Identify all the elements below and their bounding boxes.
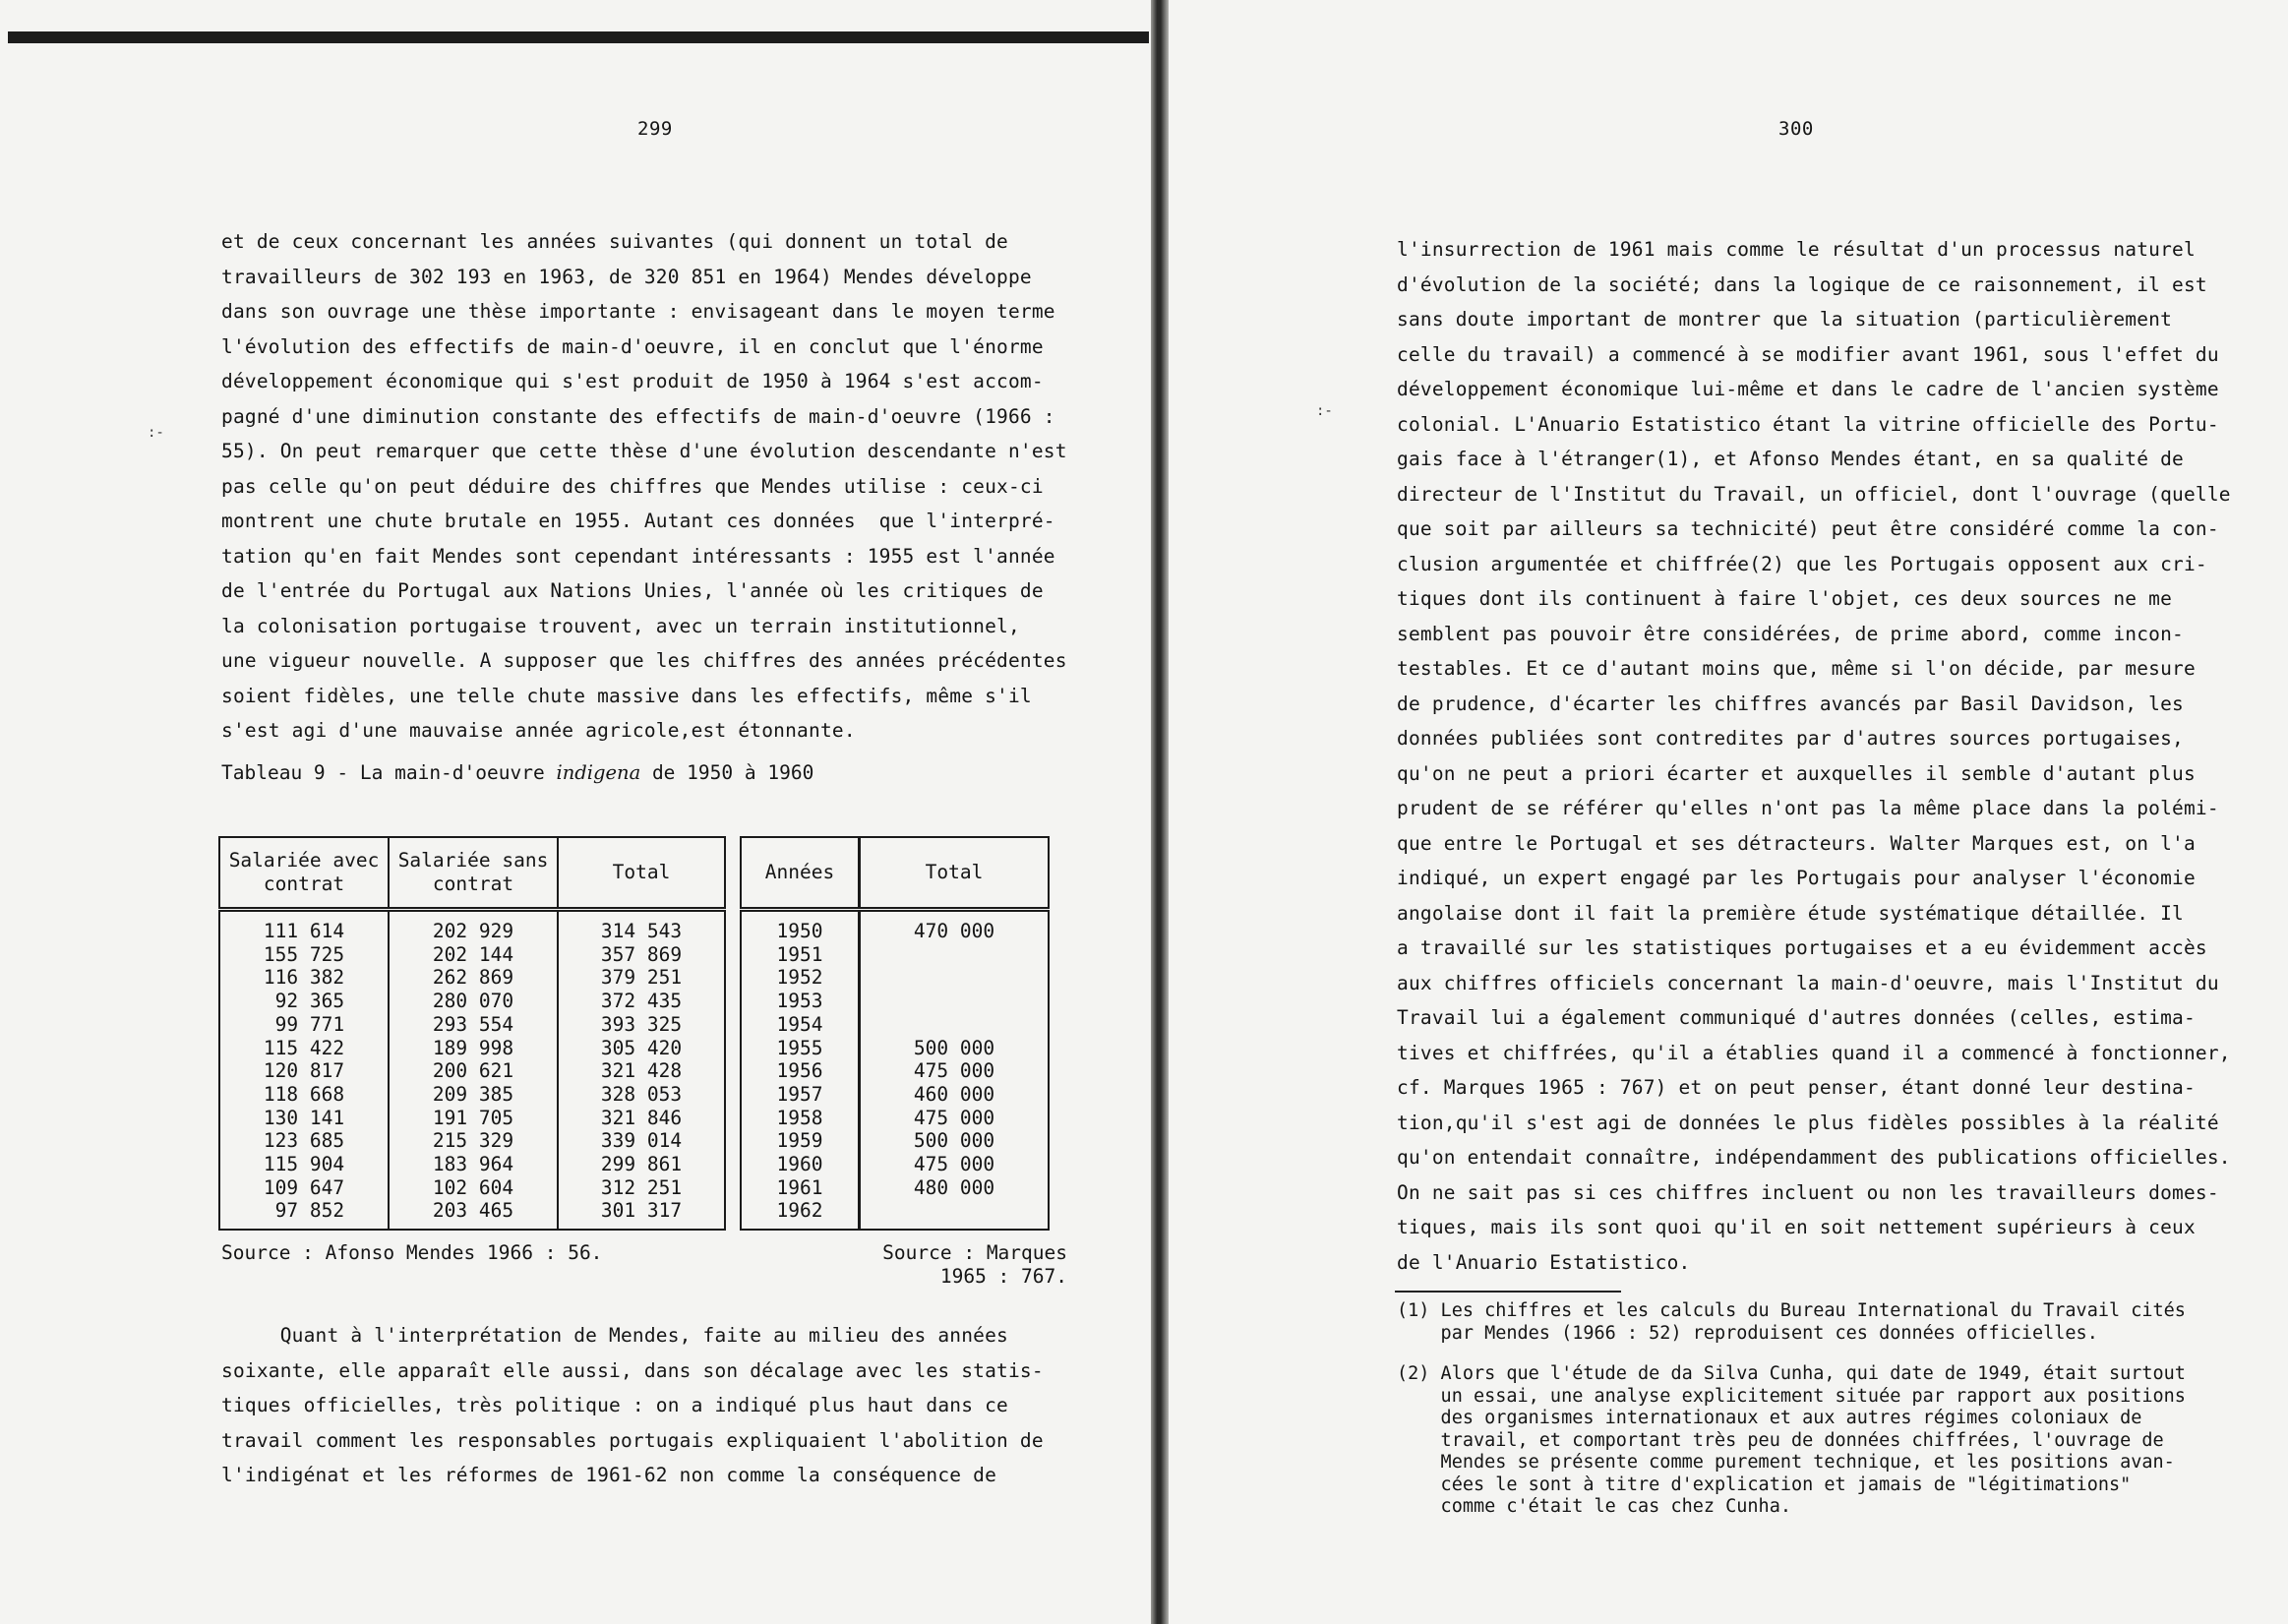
text-line: s'est agi d'une mauvaise année agricole,est étonnante. bbox=[221, 719, 856, 742]
table-cell: 328 053 bbox=[600, 1082, 683, 1106]
text-line: une vigueur nouvelle. A supposer que les chiffres des années précédentes bbox=[221, 649, 1067, 672]
text-line: un essai, une analyse explicitement située par rapport aux positions bbox=[1397, 1385, 2186, 1407]
footnote-1 bbox=[1397, 1300, 2186, 1345]
column-total-marques bbox=[860, 910, 1049, 1231]
table-cell: 500 000 bbox=[913, 1036, 995, 1059]
table-cell: 123 685 bbox=[263, 1129, 345, 1153]
table-cell: 470 000 bbox=[913, 920, 995, 942]
table-cell: 262 869 bbox=[432, 966, 514, 990]
table-cell: 1961 bbox=[776, 1175, 823, 1199]
footnote-2 bbox=[1397, 1363, 2186, 1519]
text-line: a travaillé sur les statistiques portugaises et a eu évidemment accès bbox=[1397, 936, 2207, 959]
text-line: (1) Les chiffres et les calculs du Bureau International du Travail cités bbox=[1397, 1300, 2186, 1321]
table-cell: 480 000 bbox=[913, 1175, 995, 1199]
text-line: l'évolution des effectifs de main-d'oeuvre, il en conclut que l'énorme bbox=[221, 334, 1044, 358]
text-line: par Mendes (1966 : 52) reproduisent ces données officielles. bbox=[1397, 1322, 2098, 1344]
page-number-right: 300 bbox=[1778, 118, 1814, 140]
table-cell: 312 251 bbox=[600, 1175, 683, 1199]
table-caption bbox=[221, 761, 813, 784]
text-line: que entre le Portugal et ses détracteurs. Walter Marques est, on l'a bbox=[1397, 831, 2196, 855]
text-line: colonial. L'Anuario Estatistico étant la vitrine officielle des Portu- bbox=[1397, 412, 2219, 436]
scan-top-bar bbox=[8, 31, 1149, 43]
text-line: semblent pas pouvoir être considérées, de prime abord, comme incon- bbox=[1397, 622, 2184, 645]
text-line: clusion argumentée et chiffrée(2) que les Portugais opposent aux cri- bbox=[1397, 552, 2207, 575]
header-total: Total bbox=[558, 837, 725, 910]
text-line: cées le sont à titre d'explication et jamais de "légitimations" bbox=[1397, 1474, 2132, 1495]
table-cell: 115 904 bbox=[263, 1153, 345, 1176]
table-cell: 1953 bbox=[776, 990, 823, 1013]
text-line: travailleurs de 302 193 en 1963, de 320 851 en 1964) Mendes développe bbox=[221, 265, 1032, 288]
caption-text-end: de 1950 à 1960 bbox=[640, 761, 814, 784]
column-avec-contrat bbox=[219, 910, 389, 1231]
text-line: soient fidèles, une telle chute massive dans les effectifs, même s'il bbox=[221, 684, 1032, 707]
text-line: qu'on ne peut a priori écarter et auxquelles il semble d'autant plus bbox=[1397, 761, 2196, 785]
table-cell: 189 998 bbox=[432, 1036, 514, 1059]
table-cell: 200 621 bbox=[432, 1059, 514, 1083]
text-line: travail comment les responsables portugais expliquaient l'abolition de bbox=[221, 1428, 1044, 1452]
text-line: 55). On peut remarquer que cette thèse d'une évolution descendante n'est bbox=[221, 440, 1067, 462]
text-line: travail, et comportant très peu de données chiffrées, l'ouvrage de bbox=[1397, 1429, 2164, 1451]
text-line: aux chiffres officiels concernant la main-d'oeuvre, mais l'Institut du bbox=[1397, 971, 2219, 994]
margin-mark: :- bbox=[148, 425, 164, 441]
text-line: angolaise dont il fait la première étude systématique détaillée. Il bbox=[1397, 901, 2184, 925]
table-cell: 109 647 bbox=[263, 1175, 345, 1199]
source-left: Source : Afonso Mendes 1966 : 56. bbox=[221, 1241, 603, 1264]
table-cell: 299 861 bbox=[600, 1153, 683, 1176]
text-line: tives et chiffrées, qu'il a établies quand il a commencé à fonctionner, bbox=[1397, 1041, 2231, 1064]
margin-mark: :- bbox=[1316, 403, 1333, 419]
table-cell: 393 325 bbox=[600, 1012, 683, 1036]
footnote-rule bbox=[1395, 1291, 1621, 1293]
text-line: tation qu'en fait Mendes sont cependant intéressants : 1955 est l'année bbox=[221, 544, 1055, 568]
text-line: développement économique lui-même et dans le cadre de l'ancien système bbox=[1397, 378, 2219, 400]
page-number-left: 299 bbox=[637, 118, 673, 140]
table-cell: 215 329 bbox=[432, 1129, 514, 1153]
text-line: la colonisation portugaise trouvent, avec un terrain institutionnel, bbox=[221, 614, 1020, 637]
table-cell: 102 604 bbox=[432, 1175, 514, 1199]
text-line: celle du travail) a commencé à se modifier avant 1961, sous l'effet du bbox=[1397, 342, 2219, 366]
table-cell: 118 668 bbox=[263, 1082, 345, 1106]
table-cell: 460 000 bbox=[913, 1082, 995, 1106]
text-line: Mendes se présente comme purement technique, et les positions avan- bbox=[1397, 1452, 2175, 1473]
text-line: prudent de se référer qu'elles n'ont pas la même place dans la polémi- bbox=[1397, 797, 2219, 819]
text-line: tiques, mais ils sont quoi qu'il en soit nettement supérieurs à ceux bbox=[1397, 1216, 2196, 1238]
table-cell bbox=[861, 1013, 1048, 1037]
book-gutter bbox=[1151, 0, 1169, 1624]
text-line: soixante, elle apparaît elle aussi, dans son décalage avec les statis- bbox=[221, 1358, 1044, 1382]
table-cell: 202 929 bbox=[432, 920, 514, 942]
text-line: gais face à l'étranger(1), et Afonso Mendes étant, en sa qualité de bbox=[1397, 448, 2184, 470]
table-cell: 1950 bbox=[776, 920, 823, 942]
table-years bbox=[740, 836, 860, 1231]
text-line: d'évolution de la société; dans la logique de ce raisonnement, il est bbox=[1397, 272, 2207, 296]
table-cell: 115 422 bbox=[263, 1036, 345, 1059]
source-right: Source : Marques 1965 : 767. bbox=[882, 1241, 1067, 1288]
header-annees: Années bbox=[741, 837, 859, 910]
text-line: pas celle qu'on peut déduire des chiffres que Mendes utilise : ceux-ci bbox=[221, 474, 1044, 498]
table-cell: 1960 bbox=[776, 1153, 823, 1176]
table-cell: 280 070 bbox=[432, 990, 514, 1013]
table-cell bbox=[861, 943, 1048, 967]
table-cell: 97 852 bbox=[263, 1199, 345, 1223]
table-cell: 191 705 bbox=[432, 1106, 514, 1129]
column-total bbox=[558, 910, 725, 1231]
text-line: tion,qu'il s'est agi de données le plus fidèles possibles à la réalité bbox=[1397, 1111, 2219, 1134]
text-line: données publiées sont contredites par d'autres sources portugaises, bbox=[1397, 727, 2184, 750]
table-cell: 379 251 bbox=[600, 966, 683, 990]
column-annees bbox=[741, 910, 859, 1231]
header-total-marques: Total bbox=[860, 837, 1049, 910]
text-line: l'indigénat et les réformes de 1961-62 non comme la conséquence de bbox=[221, 1464, 997, 1486]
text-line: développement économique qui s'est produit de 1950 à 1964 s'est accom- bbox=[221, 370, 1044, 392]
table-cell: 321 846 bbox=[600, 1106, 683, 1129]
text-line: testables. Et ce d'autant moins que, même si l'on décide, par mesure bbox=[1397, 657, 2196, 680]
text-line: indiqué, un expert engagé par les Portugais pour analyser l'économie bbox=[1397, 867, 2196, 889]
table-cell: 301 317 bbox=[600, 1199, 683, 1223]
table-cell: 111 614 bbox=[263, 920, 345, 942]
table-cell bbox=[861, 990, 1048, 1013]
caption-italic: indigena bbox=[556, 761, 641, 784]
text-line: directeur de l'Institut du Travail, un officiel, dont l'ouvrage (quelle bbox=[1397, 482, 2231, 506]
table-cell bbox=[861, 1199, 1048, 1223]
table-cell: 1958 bbox=[776, 1106, 823, 1129]
text-line: comme c'était le cas chez Cunha. bbox=[1397, 1496, 1791, 1517]
text-line: que soit par ailleurs sa technicité) peut être considéré comme la con- bbox=[1397, 517, 2219, 540]
caption-text: Tableau 9 - La main-d'oeuvre bbox=[221, 761, 557, 784]
text-line: de l'Anuario Estatistico. bbox=[1397, 1250, 1691, 1274]
text-line: et de ceux concernant les années suivantes (qui donnent un total de bbox=[221, 230, 1008, 253]
table-cell: 99 771 bbox=[263, 1012, 345, 1036]
text-line: l'insurrection de 1961 mais comme le résultat d'un processus naturel bbox=[1397, 238, 2196, 261]
table-cell: 475 000 bbox=[913, 1059, 995, 1083]
table-cell: 321 428 bbox=[600, 1059, 683, 1083]
paragraph-right bbox=[1397, 232, 2231, 1280]
header-sans-contrat: Salariée sans contrat bbox=[389, 837, 558, 910]
table-cell: 339 014 bbox=[600, 1129, 683, 1153]
table-cell: 183 964 bbox=[432, 1153, 514, 1176]
table-cell: 293 554 bbox=[432, 1012, 514, 1036]
text-line: sans doute important de montrer que la situation (particulièrement bbox=[1397, 308, 2173, 331]
header-avec-contrat: Salariée avec contrat bbox=[219, 837, 389, 910]
table-cell: 314 543 bbox=[600, 920, 683, 942]
table-cell: 120 817 bbox=[263, 1059, 345, 1083]
text-line: On ne sait pas si ces chiffres incluent ou non les travailleurs domes- bbox=[1397, 1180, 2219, 1204]
table-cell: 475 000 bbox=[913, 1106, 995, 1129]
text-line: de prudence, d'écarter les chiffres avancés par Basil Davidson, les bbox=[1397, 692, 2184, 715]
table-cell: 209 385 bbox=[432, 1082, 514, 1106]
paragraph-top bbox=[221, 224, 1067, 749]
table-cell: 92 365 bbox=[263, 990, 345, 1013]
table-cell: 203 465 bbox=[432, 1199, 514, 1223]
paragraph-bottom bbox=[221, 1318, 1044, 1493]
text-line: qu'on entendait connaître, indépendamment des publications officielles. bbox=[1397, 1146, 2231, 1169]
text-line: cf. Marques 1965 : 767) et on peut penser, étant donné leur destina- bbox=[1397, 1076, 2196, 1099]
text-line: Quant à l'interprétation de Mendes, faite au milieu des années bbox=[221, 1324, 1008, 1347]
text-line: pagné d'une diminution constante des effectifs de main-d'oeuvre (1966 : bbox=[221, 404, 1055, 428]
text-line: dans son ouvrage une thèse importante : envisageant dans le moyen terme bbox=[221, 300, 1055, 323]
table-cell: 357 869 bbox=[600, 942, 683, 966]
table-cell: 1955 bbox=[776, 1036, 823, 1059]
table-cell bbox=[861, 966, 1048, 990]
table-cell: 155 725 bbox=[263, 942, 345, 966]
table-total-marques bbox=[859, 836, 1050, 1231]
text-line: tiques dont ils continuent à faire l'objet, ces deux sources ne me bbox=[1397, 587, 2173, 610]
table-cell: 1954 bbox=[776, 1012, 823, 1036]
text-line: (2) Alors que l'étude de da Silva Cunha, qui date de 1949, était surtout bbox=[1397, 1363, 2186, 1384]
table-cell: 1952 bbox=[776, 966, 823, 990]
table-cell: 305 420 bbox=[600, 1036, 683, 1059]
table-cell: 1959 bbox=[776, 1129, 823, 1153]
column-sans-contrat bbox=[389, 910, 558, 1231]
table-cell: 1951 bbox=[776, 942, 823, 966]
text-line: des organismes internationaux et aux autres régimes coloniaux de bbox=[1397, 1408, 2142, 1428]
table-cell: 1962 bbox=[776, 1199, 823, 1223]
text-line: Travail lui a également communiqué d'autres données (celles, estima- bbox=[1397, 1006, 2196, 1029]
text-line: tiques officielles, très politique : on a indiqué plus haut dans ce bbox=[221, 1394, 1008, 1416]
table-cell: 130 141 bbox=[263, 1106, 345, 1129]
table-cell: 1956 bbox=[776, 1059, 823, 1083]
table-cell: 475 000 bbox=[913, 1153, 995, 1176]
text-line: de l'entrée du Portugal aux Nations Unies, l'année où les critiques de bbox=[221, 579, 1044, 602]
table-cell: 372 435 bbox=[600, 990, 683, 1013]
table-cell: 1957 bbox=[776, 1082, 823, 1106]
table-cell: 500 000 bbox=[913, 1129, 995, 1153]
table-cell: 116 382 bbox=[263, 966, 345, 990]
right-page bbox=[1169, 0, 2288, 1624]
table-cell: 202 144 bbox=[432, 942, 514, 966]
table-main bbox=[218, 836, 726, 1231]
text-line: montrent une chute brutale en 1955. Autant ces données que l'interpré- bbox=[221, 510, 1055, 532]
